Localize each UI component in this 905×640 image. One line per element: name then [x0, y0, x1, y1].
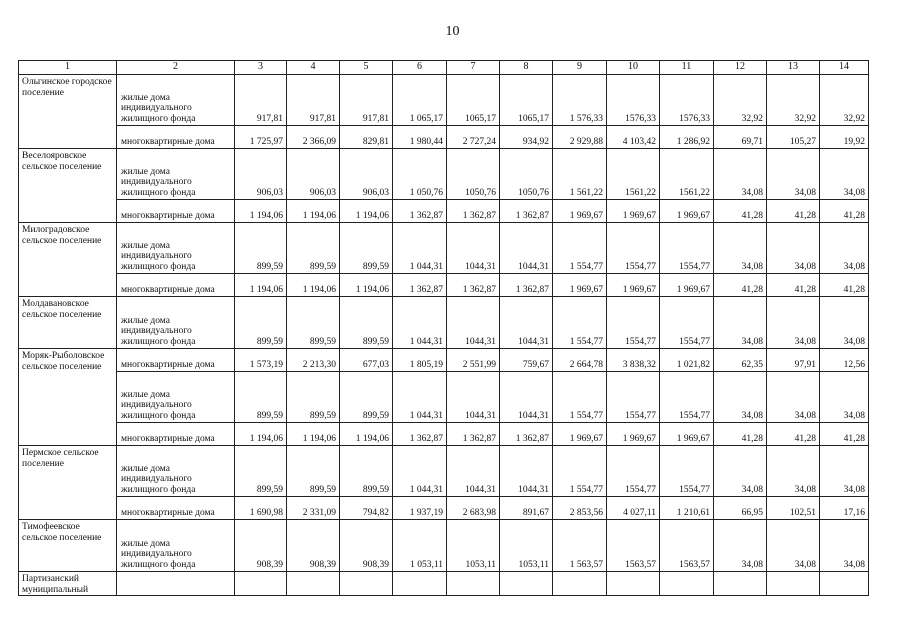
value-cell: 1 561,22: [553, 149, 607, 200]
value-cell: 34,08: [714, 149, 767, 200]
value-cell: 4 027,11: [607, 497, 660, 520]
housing-type-cell: жилые дома индивидуального жилищного фонда: [117, 520, 235, 572]
value-cell: [607, 572, 660, 596]
area-name-cell: Ольгинское городское поселение: [19, 75, 117, 149]
value-cell: 1 969,67: [553, 274, 607, 297]
value-cell: 899,59: [287, 372, 340, 423]
value-cell: 1 690,98: [235, 497, 287, 520]
value-cell: 829,81: [340, 126, 393, 149]
value-cell: 2 664,78: [553, 349, 607, 372]
value-cell: 1044,31: [447, 372, 500, 423]
value-cell: 2 366,09: [287, 126, 340, 149]
value-cell: [393, 572, 447, 596]
value-cell: 34,08: [767, 446, 820, 497]
header-cell: 6: [393, 61, 447, 75]
value-cell: 1044,31: [447, 297, 500, 349]
value-cell: 899,59: [287, 446, 340, 497]
value-cell: 1 937,19: [393, 497, 447, 520]
value-cell: 1554,77: [660, 223, 714, 274]
table-row: [19, 297, 869, 349]
housing-type-cell: многоквартирные дома: [117, 274, 235, 297]
value-cell: 1 554,77: [553, 446, 607, 497]
value-cell: 66,95: [714, 497, 767, 520]
value-cell: 1 980,44: [393, 126, 447, 149]
value-cell: 41,28: [820, 423, 869, 446]
value-cell: [553, 572, 607, 596]
value-cell: 1 362,87: [447, 423, 500, 446]
value-cell: [500, 572, 553, 596]
value-cell: 1 362,87: [447, 274, 500, 297]
value-cell: 1554,77: [660, 446, 714, 497]
value-cell: 1563,57: [607, 520, 660, 572]
value-cell: 1 053,11: [393, 520, 447, 572]
value-cell: 34,08: [820, 520, 869, 572]
value-cell: 899,59: [235, 297, 287, 349]
housing-type-cell: многоквартирные дома: [117, 349, 235, 372]
value-cell: 2 853,56: [553, 497, 607, 520]
value-cell: 1 021,82: [660, 349, 714, 372]
value-cell: 1 362,87: [393, 274, 447, 297]
housing-type-cell: жилые дома индивидуального жилищного фонда: [117, 75, 235, 126]
table-row: [19, 423, 869, 446]
value-cell: 899,59: [340, 372, 393, 423]
area-name-cell: Веселояровское сельское поселение: [19, 149, 117, 223]
tariff-table: [18, 60, 869, 596]
value-cell: 1044,31: [500, 446, 553, 497]
value-cell: 1 194,06: [340, 200, 393, 223]
header-cell: 14: [820, 61, 869, 75]
value-cell: 105,27: [767, 126, 820, 149]
value-cell: 899,59: [235, 223, 287, 274]
value-cell: 34,08: [767, 372, 820, 423]
value-cell: 34,08: [767, 297, 820, 349]
value-cell: 1 573,19: [235, 349, 287, 372]
housing-type-cell: многоквартирные дома: [117, 126, 235, 149]
value-cell: 1554,77: [607, 297, 660, 349]
header-cell: 10: [607, 61, 660, 75]
area-name-cell: Тимофеевское сельское поселение: [19, 520, 117, 572]
header-cell: 7: [447, 61, 500, 75]
header-cell: 8: [500, 61, 553, 75]
header-cell: 2: [117, 61, 235, 75]
value-cell: 1576,33: [660, 75, 714, 126]
value-cell: 1 194,06: [340, 274, 393, 297]
value-cell: 1 210,61: [660, 497, 714, 520]
value-cell: 1554,77: [607, 223, 660, 274]
header-cell: 9: [553, 61, 607, 75]
value-cell: [340, 572, 393, 596]
page-number: 10: [445, 24, 460, 39]
value-cell: 34,08: [767, 149, 820, 200]
value-cell: 1 194,06: [287, 200, 340, 223]
value-cell: 2 213,30: [287, 349, 340, 372]
housing-type-cell: многоквартирные дома: [117, 497, 235, 520]
value-cell: 1 194,06: [287, 423, 340, 446]
value-cell: 1561,22: [660, 149, 714, 200]
value-cell: 917,81: [235, 75, 287, 126]
value-cell: 34,08: [714, 372, 767, 423]
value-cell: 917,81: [287, 75, 340, 126]
value-cell: 41,28: [767, 200, 820, 223]
value-cell: 1 194,06: [287, 274, 340, 297]
value-cell: 1 362,87: [500, 274, 553, 297]
value-cell: 1 554,77: [553, 372, 607, 423]
value-cell: 1044,31: [447, 223, 500, 274]
value-cell: 1065,17: [500, 75, 553, 126]
value-cell: 1 563,57: [553, 520, 607, 572]
value-cell: 1 286,92: [660, 126, 714, 149]
value-cell: 1 969,67: [660, 423, 714, 446]
value-cell: 3 838,32: [607, 349, 660, 372]
table-row: [19, 149, 869, 200]
table-body: [19, 61, 869, 596]
header-cell: 13: [767, 61, 820, 75]
value-cell: 1 044,31: [393, 372, 447, 423]
value-cell: 908,39: [340, 520, 393, 572]
value-cell: 41,28: [767, 423, 820, 446]
value-cell: 1554,77: [660, 297, 714, 349]
table-row: [19, 572, 869, 596]
value-cell: 1050,76: [500, 149, 553, 200]
value-cell: 2 683,98: [447, 497, 500, 520]
value-cell: 41,28: [714, 423, 767, 446]
value-cell: 794,82: [340, 497, 393, 520]
value-cell: 1 362,87: [393, 200, 447, 223]
area-name-cell: Партизанский муниципальный: [19, 572, 117, 596]
value-cell: 32,92: [820, 75, 869, 126]
value-cell: 1 969,67: [607, 274, 660, 297]
value-cell: 1554,77: [607, 446, 660, 497]
housing-type-cell: жилые дома индивидуального жилищного фонда: [117, 297, 235, 349]
value-cell: 1044,31: [500, 297, 553, 349]
value-cell: 34,08: [820, 297, 869, 349]
value-cell: 97,91: [767, 349, 820, 372]
value-cell: 4 103,42: [607, 126, 660, 149]
value-cell: 34,08: [714, 520, 767, 572]
value-cell: 2 551,99: [447, 349, 500, 372]
header-cell: 1: [19, 61, 117, 75]
header-cell: 4: [287, 61, 340, 75]
header-cell: 11: [660, 61, 714, 75]
value-cell: 62,35: [714, 349, 767, 372]
value-cell: 102,51: [767, 497, 820, 520]
value-cell: 906,03: [287, 149, 340, 200]
value-cell: 891,67: [500, 497, 553, 520]
value-cell: 899,59: [235, 446, 287, 497]
value-cell: 1 362,87: [447, 200, 500, 223]
value-cell: 12,56: [820, 349, 869, 372]
housing-type-cell: жилые дома индивидуального жилищного фонда: [117, 223, 235, 274]
value-cell: 1 805,19: [393, 349, 447, 372]
table-row: [19, 446, 869, 497]
value-cell: 19,92: [820, 126, 869, 149]
value-cell: 1554,77: [607, 372, 660, 423]
housing-type-cell: [117, 572, 235, 596]
value-cell: 899,59: [340, 223, 393, 274]
value-cell: 906,03: [340, 149, 393, 200]
value-cell: 1 194,06: [235, 423, 287, 446]
header-cell: 3: [235, 61, 287, 75]
value-cell: 1 969,67: [553, 423, 607, 446]
value-cell: 34,08: [714, 446, 767, 497]
value-cell: 41,28: [820, 200, 869, 223]
value-cell: 1 969,67: [553, 200, 607, 223]
value-cell: 34,08: [714, 223, 767, 274]
header-row: [19, 61, 869, 75]
value-cell: 69,71: [714, 126, 767, 149]
value-cell: 2 727,24: [447, 126, 500, 149]
value-cell: 759,67: [500, 349, 553, 372]
value-cell: 1 969,67: [660, 200, 714, 223]
value-cell: 34,08: [767, 223, 820, 274]
value-cell: 899,59: [340, 446, 393, 497]
value-cell: 1 554,77: [553, 223, 607, 274]
value-cell: 1 065,17: [393, 75, 447, 126]
value-cell: 1 362,87: [500, 200, 553, 223]
header-cell: 12: [714, 61, 767, 75]
housing-type-cell: многоквартирные дома: [117, 423, 235, 446]
value-cell: 1065,17: [447, 75, 500, 126]
value-cell: 34,08: [820, 372, 869, 423]
value-cell: 1 194,06: [235, 200, 287, 223]
value-cell: [235, 572, 287, 596]
area-name-cell: Пермское сельское поселение: [19, 446, 117, 520]
value-cell: 899,59: [235, 372, 287, 423]
value-cell: 34,08: [820, 446, 869, 497]
value-cell: 1 969,67: [607, 200, 660, 223]
value-cell: 908,39: [287, 520, 340, 572]
value-cell: 1 044,31: [393, 297, 447, 349]
table-row: [19, 349, 869, 372]
value-cell: 1050,76: [447, 149, 500, 200]
value-cell: 934,92: [500, 126, 553, 149]
housing-type-cell: жилые дома индивидуального жилищного фонда: [117, 149, 235, 200]
value-cell: 1 969,67: [660, 274, 714, 297]
area-name-cell: Милоградовское сельское поселение: [19, 223, 117, 297]
value-cell: [660, 572, 714, 596]
value-cell: 1576,33: [607, 75, 660, 126]
value-cell: 1 576,33: [553, 75, 607, 126]
value-cell: 1044,31: [500, 372, 553, 423]
value-cell: 34,08: [820, 149, 869, 200]
value-cell: 41,28: [714, 274, 767, 297]
table-row: [19, 520, 869, 572]
value-cell: 1044,31: [500, 223, 553, 274]
value-cell: 34,08: [767, 520, 820, 572]
value-cell: 1053,11: [447, 520, 500, 572]
value-cell: 1 194,06: [340, 423, 393, 446]
value-cell: 1 362,87: [393, 423, 447, 446]
table-row: [19, 223, 869, 274]
value-cell: 2 331,09: [287, 497, 340, 520]
value-cell: 2 929,88: [553, 126, 607, 149]
value-cell: [767, 572, 820, 596]
value-cell: 17,16: [820, 497, 869, 520]
area-name-cell: Моряк-Рыболовское сельское поселение: [19, 349, 117, 446]
table-row: [19, 200, 869, 223]
value-cell: 34,08: [714, 297, 767, 349]
value-cell: 32,92: [767, 75, 820, 126]
value-cell: [447, 572, 500, 596]
value-cell: 1561,22: [607, 149, 660, 200]
value-cell: 32,92: [714, 75, 767, 126]
header-cell: 5: [340, 61, 393, 75]
value-cell: 1 044,31: [393, 446, 447, 497]
value-cell: 906,03: [235, 149, 287, 200]
table-row: [19, 274, 869, 297]
value-cell: 1053,11: [500, 520, 553, 572]
value-cell: 41,28: [714, 200, 767, 223]
value-cell: 1 725,97: [235, 126, 287, 149]
area-name-cell: Молдавановское сельское поселение: [19, 297, 117, 349]
value-cell: [714, 572, 767, 596]
table-row: [19, 372, 869, 423]
value-cell: [287, 572, 340, 596]
value-cell: 1 362,87: [500, 423, 553, 446]
value-cell: 908,39: [235, 520, 287, 572]
value-cell: [820, 572, 869, 596]
value-cell: 1563,57: [660, 520, 714, 572]
table-row: [19, 497, 869, 520]
table-row: [19, 126, 869, 149]
value-cell: 1554,77: [660, 372, 714, 423]
value-cell: 677,03: [340, 349, 393, 372]
value-cell: 34,08: [820, 223, 869, 274]
value-cell: 1044,31: [447, 446, 500, 497]
housing-type-cell: жилые дома индивидуального жилищного фонда: [117, 372, 235, 423]
housing-type-cell: многоквартирные дома: [117, 200, 235, 223]
value-cell: 41,28: [820, 274, 869, 297]
value-cell: 1 969,67: [607, 423, 660, 446]
value-cell: 899,59: [340, 297, 393, 349]
value-cell: 41,28: [767, 274, 820, 297]
value-cell: 1 194,06: [235, 274, 287, 297]
value-cell: 1 044,31: [393, 223, 447, 274]
housing-type-cell: жилые дома индивидуального жилищного фонда: [117, 446, 235, 497]
table-row: [19, 75, 869, 126]
value-cell: 1 050,76: [393, 149, 447, 200]
value-cell: 917,81: [340, 75, 393, 126]
value-cell: 899,59: [287, 223, 340, 274]
value-cell: 899,59: [287, 297, 340, 349]
value-cell: 1 554,77: [553, 297, 607, 349]
